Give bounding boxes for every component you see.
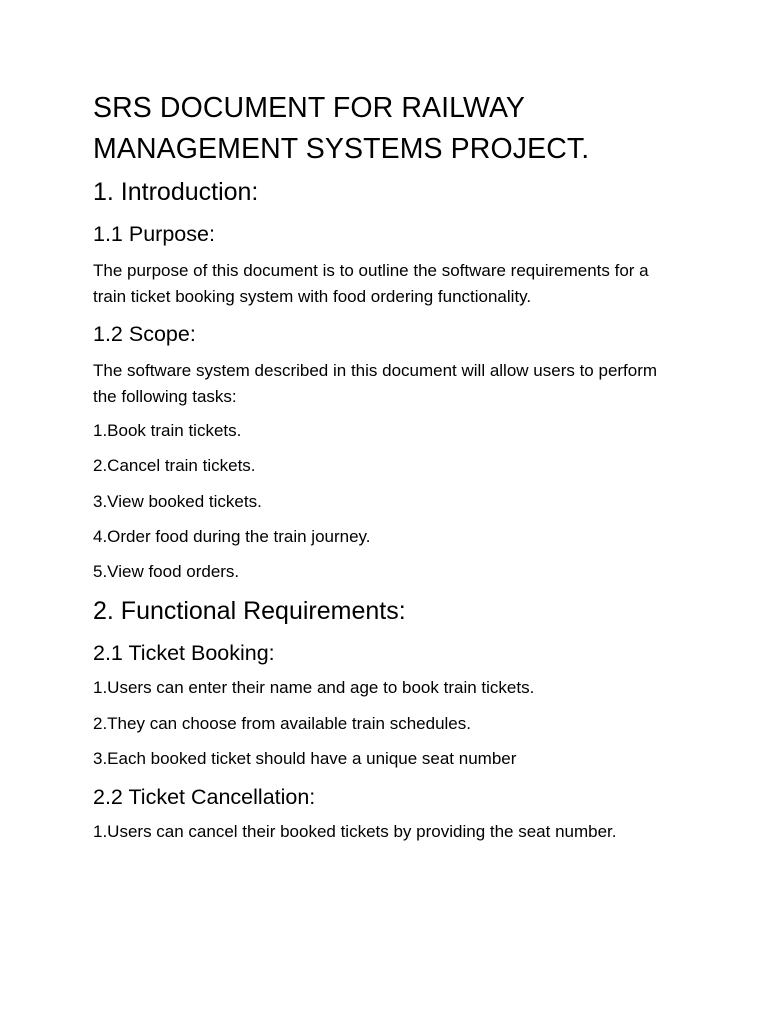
purpose-paragraph: The purpose of this document is to outline the software requirements for a train ticket booking system with food ordering functionality. — [93, 261, 649, 306]
cancellation-requirement-item: 1.Users can cancel their booked tickets by providing the seat number. — [93, 822, 617, 842]
heading-ticket-cancellation: 2.2 Ticket Cancellation: — [93, 785, 316, 810]
booking-requirement-item: 3.Each booked ticket should have a unique seat number — [93, 749, 517, 769]
heading-purpose: 1.1 Purpose: — [93, 222, 215, 246]
scope-task-item: 2.Cancel train tickets. — [93, 456, 256, 476]
booking-requirement-item: 1.Users can enter their name and age to book train tickets. — [93, 678, 535, 698]
scope-task-item: 1.Book train tickets. — [93, 421, 242, 440]
heading-scope: 1.2 Scope: — [93, 322, 196, 346]
document-title — [93, 88, 708, 170]
scope-task-item: 4.Order food during the train journey. — [93, 526, 371, 546]
heading-introduction: 1. Introduction: — [93, 178, 259, 206]
scope-paragraph: The software system described in this document will allow users to perform the following tasks: — [93, 361, 658, 406]
scope-task-item: 5.View food orders. — [93, 562, 240, 582]
heading-functional-requirements: 2. Functional Requirements: — [93, 597, 406, 626]
scope-task-item: 3.View booked tickets. — [93, 491, 262, 511]
booking-requirement-item: 2.They can choose from available train schedules. — [93, 713, 471, 733]
heading-ticket-booking: 2.1 Ticket Booking: — [93, 641, 275, 666]
title-line-2: MANAGEMENT SYSTEMS PROJECT. — [93, 133, 590, 165]
title-line-1: SRS DOCUMENT FOR RAILWAY — [93, 92, 526, 124]
